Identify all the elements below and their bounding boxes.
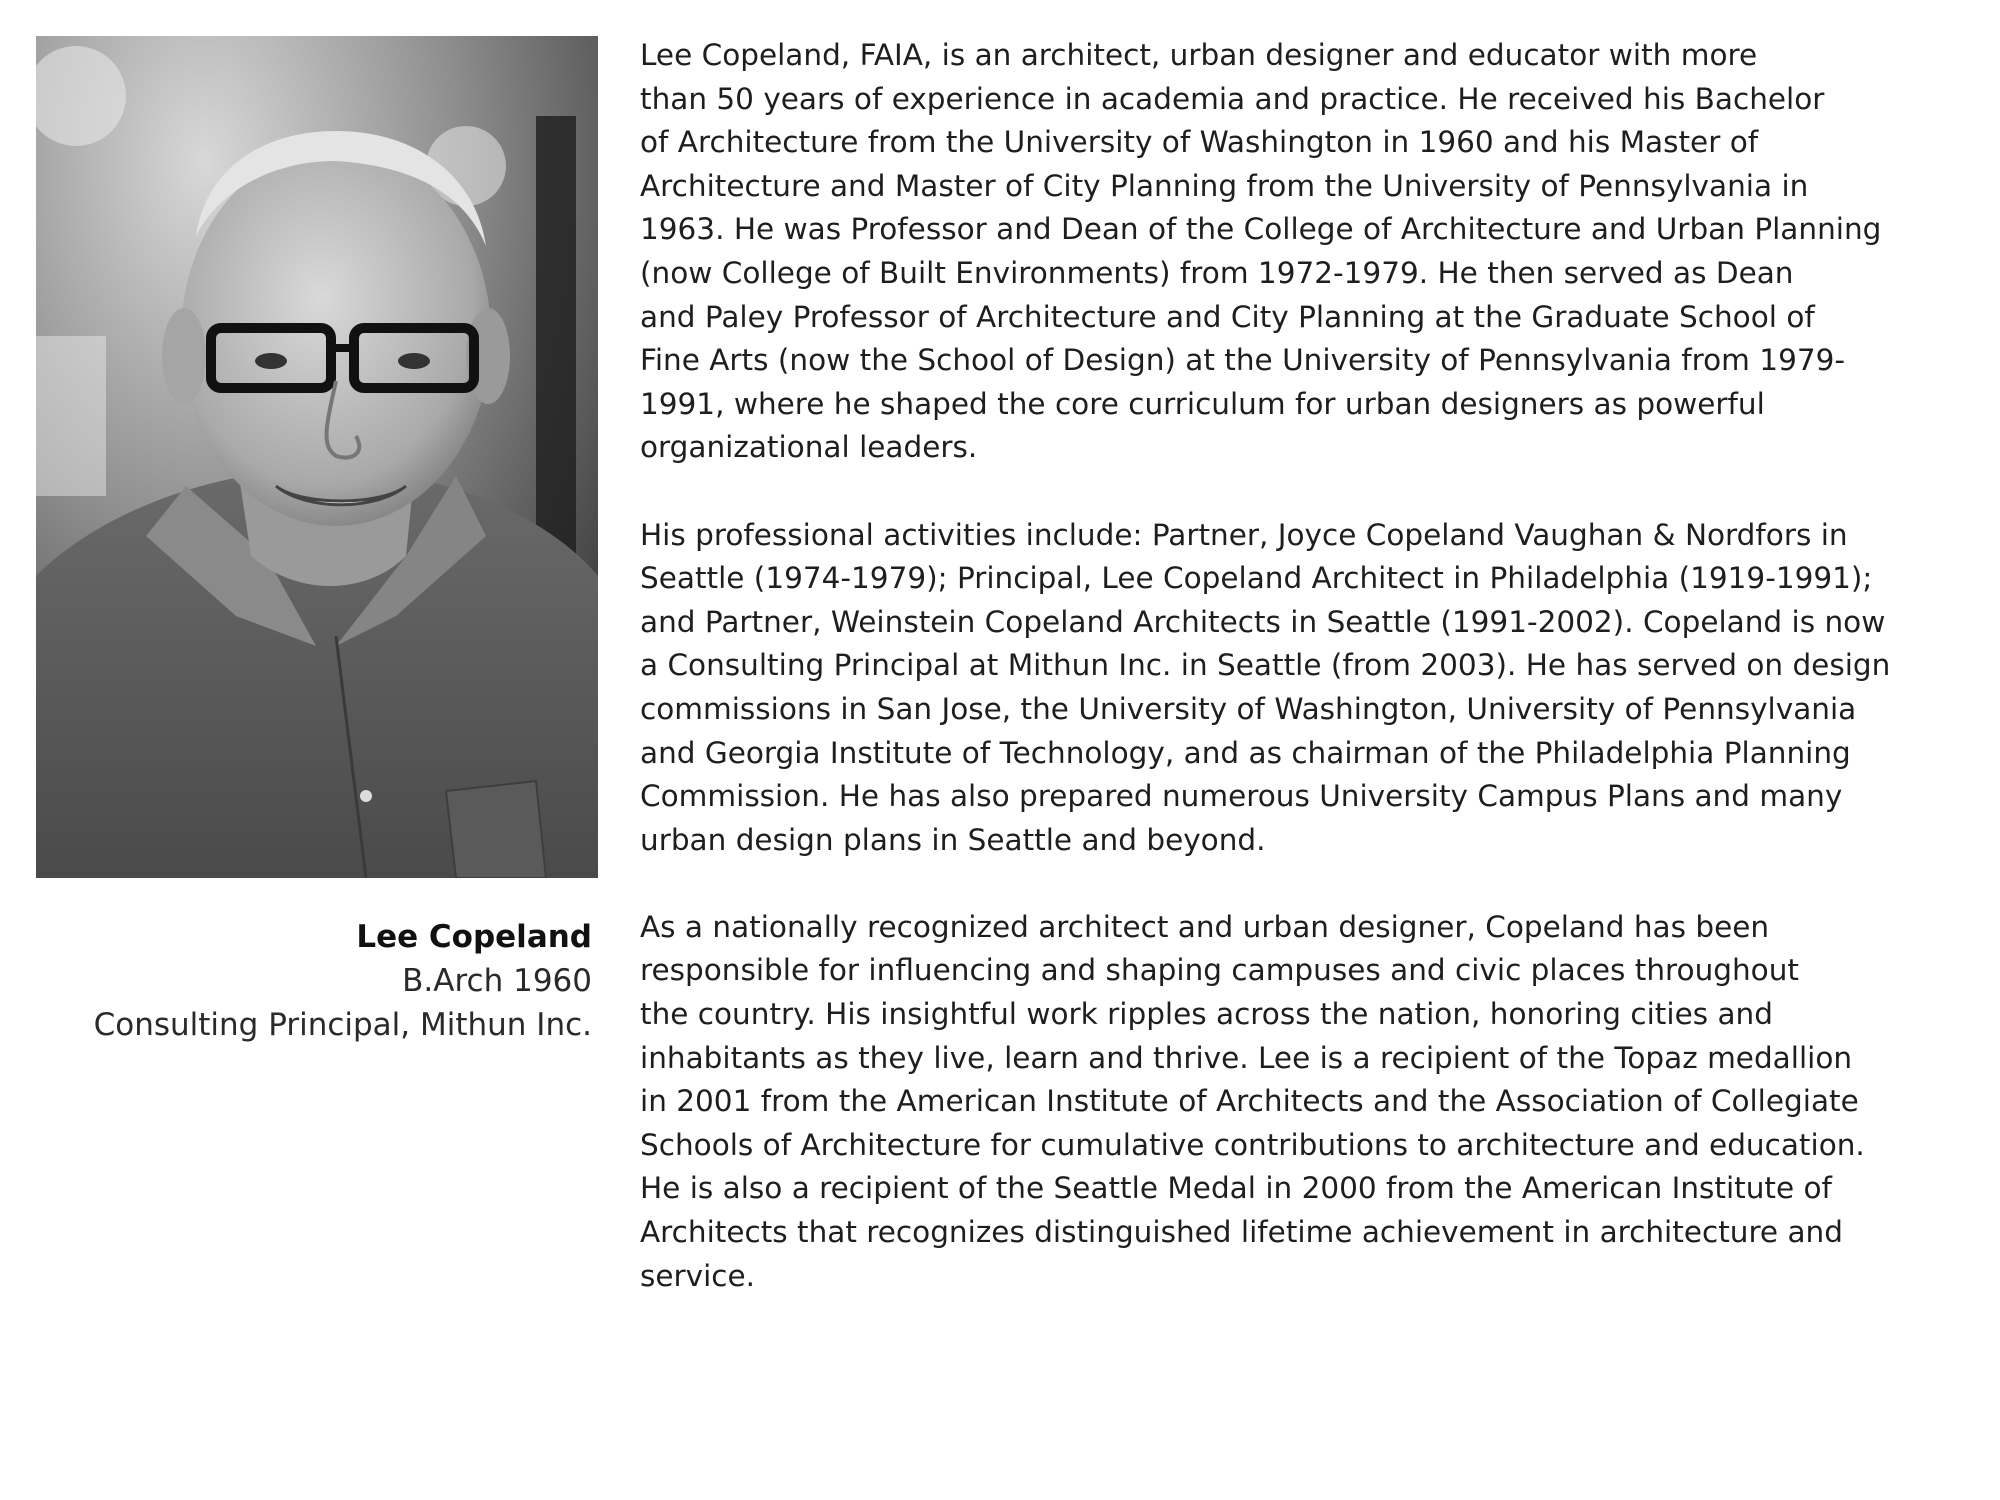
bio-paragraph-3: As a nationally recognized architect and urban designer, Copeland has been responsible for influencing and shaping campuses and civic places throughout the country. His insightful work ripples across the nation, honoring cities and inhabitants as they live, learn and thrive. Lee is a recipient of the Topaz medallion in 2001 from the American Institute of Architects and the Association of Collegiate Schools of Architecture for cumulative contributions to architecture and education. He is also a recipient of the Seattle Medal in 2000 from the American Institute of Architects that recognizes distinguished lifetime achievement in architecture and service. <box>640 909 1865 1293</box>
profile-caption <box>36 915 592 1047</box>
biography <box>640 34 1980 1342</box>
profile-title: Consulting Principal, Mithun Inc. <box>93 1007 592 1043</box>
bio-paragraph-2: His professional activities include: Partner, Joyce Copeland Vaughan & Nordfors in Seattle (1974-1979); Principal, Lee Copeland Architect in Philadelphia (1919-1991); and Partner, Weinstein Copeland Architects in Seattle (1991-2002). Copeland is now a Consulting Principal at Mithun Inc. in Seattle (from 2003). He has served on design commissions in San Jose, the University of Washington, University of Pennsylvania and Georgia Institute of Technology, and as chairman of the Philadelphia Planning Commission. He has also prepared numerous University Campus Plans and many urban design plans in Seattle and beyond. <box>640 517 1891 857</box>
bio-paragraph-1: Lee Copeland, FAIA, is an architect, urban designer and educator with more than 50 years of experience in academia and practice. He received his Bachelor of Architecture from the University of Washington in 1960 and his Master of Architecture and Master of City Planning from the University of Pennsylvania in 1963. He was Professor and Dean of the College of Architecture and Urban Planning (now College of Built Environments) from 1972-1979. He then served as Dean and Paley Professor of Architecture and City Planning at the Graduate School of Fine Arts (now the School of Design) at the University of Pennsylvania from 1979- 1991, where he shaped the core curriculum for urban designers as powerful organizational leaders. <box>640 38 1882 465</box>
profile-name: Lee Copeland <box>356 919 592 955</box>
profile-degree: B.Arch 1960 <box>402 963 592 999</box>
portrait-photo <box>36 36 598 878</box>
portrait-illustration <box>36 36 598 878</box>
